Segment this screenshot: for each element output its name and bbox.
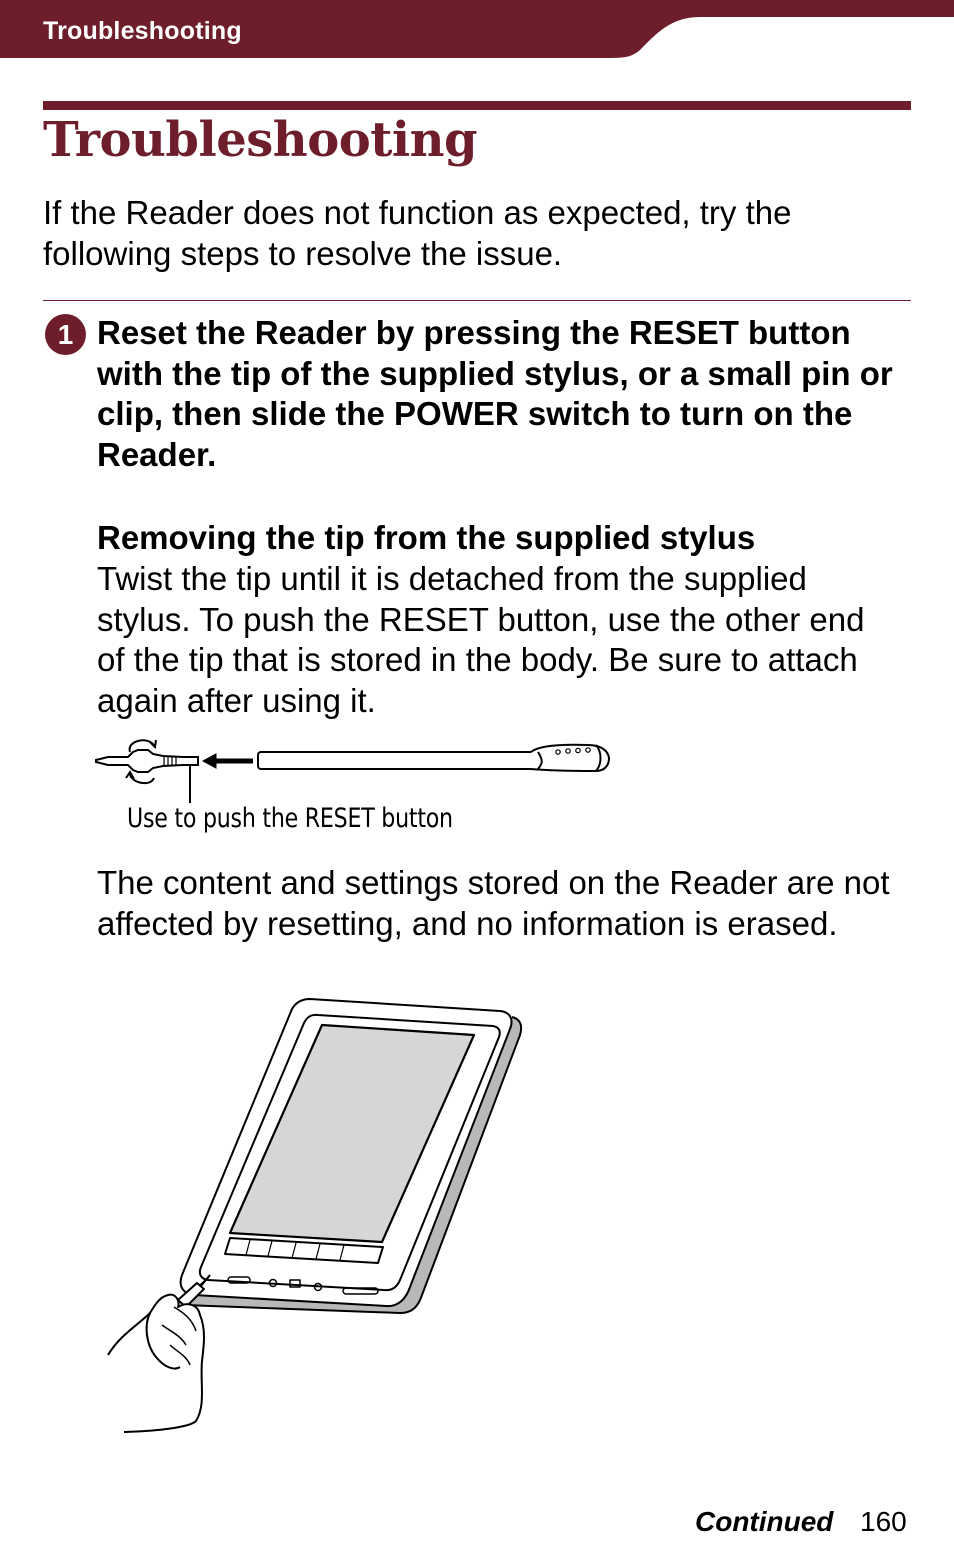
reader-device-illustration <box>100 995 530 1440</box>
page-number: 160 <box>860 1506 907 1537</box>
subheading-body: Twist the tip until it is detached from the supplied stylus. To push the RESET button, use the other end of the tip that is stored in the body. Be sure to attach again after using it. <box>97 560 865 719</box>
intro-text: If the Reader does not function as expected, try the following steps to resolve the issue. <box>43 194 792 272</box>
page-title: Troubleshooting <box>43 112 478 168</box>
section-header-bar <box>0 0 954 58</box>
subheading: Removing the tip from the supplied stylus <box>97 519 756 556</box>
title-rule <box>43 101 911 110</box>
step-instruction: Reset the Reader by pressing the RESET button with the tip of the supplied stylus, or a small pin or clip, then slide the POWER switch to turn on the Reader. <box>97 314 893 473</box>
step-number-badge: 1 <box>45 314 86 355</box>
reset-note: The content and settings stored on the Reader are not affected by resetting, and no information is erased. <box>97 864 890 942</box>
stylus-caption: Use to push the RESET button <box>127 803 453 834</box>
divider <box>43 300 911 301</box>
continued-label[interactable]: Continued <box>695 1506 834 1537</box>
header-section-label[interactable]: Troubleshooting <box>43 17 242 45</box>
stylus-illustration <box>88 730 618 805</box>
